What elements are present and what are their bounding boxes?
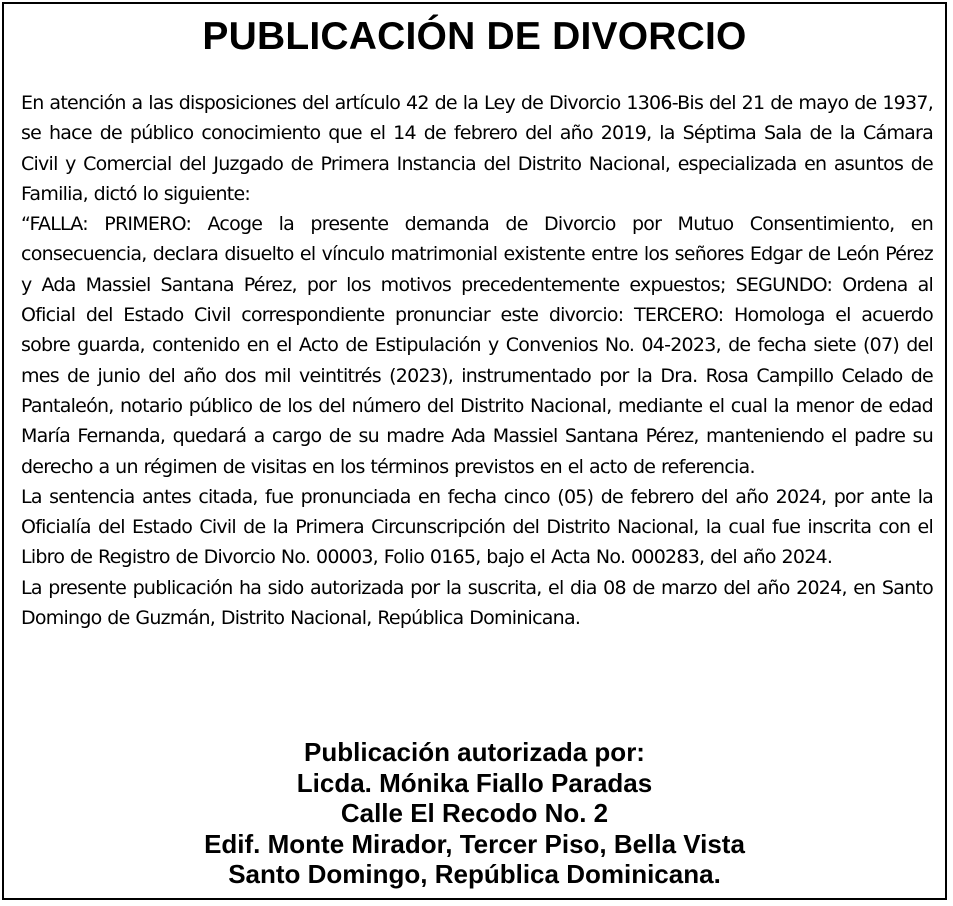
- divorce-notice: [2, 2, 947, 900]
- notice-title: PUBLICACIÓN DE DIVORCIO: [202, 15, 747, 58]
- signatory-name: Licda. Mónika Fiallo Paradas: [296, 767, 653, 798]
- registration-paragraph: La sentencia antes citada, fue pronunciada en fecha cinco (05) de febrero del año 2024, por ante la Oficialía del Estado Civil de la Primera Circunscripción del Distrito Nacional, la cual fue inscrita con el Libro de Registro de Divorcio No. 00003, Folio 0165, bajo el Acta No. 000283, del año 2024.: [21, 485, 933, 569]
- signature-block: [4, 737, 945, 890]
- notice-body: [21, 88, 933, 633]
- signatory-building: Edif. Monte Mirador, Tercer Piso, Bella Vista: [204, 828, 745, 859]
- intro-paragraph: En atención a las disposiciones del artículo 42 de la Ley de Divorcio 1306-Bis del 21 de mayo de 1937, se hace de público conocimiento que el 14 de febrero del año 2019, la Séptima Sala de la Cámara Civil y Comercial del Juzgado de Primera Instancia del Distrito Nacional, especializada en asuntos de Familia, dictó lo siguiente:: [21, 92, 933, 205]
- authorization-paragraph: La presente publicación ha sido autorizada por la suscrita, el dia 08 de marzo del año 2024, en Santo Domingo de Guzmán, Distrito Nacional, República Dominicana.: [21, 576, 933, 630]
- signatory-street: Calle El Recodo No. 2: [340, 798, 609, 828]
- signature-heading: Publicación autorizada por:: [304, 737, 645, 767]
- ruling-paragraph: “FALLA: PRIMERO: Acoge la presente demanda de Divorcio por Mutuo Consentimiento, en consecuencia, declara disuelto el vínculo matrimonial existente entre los señores Edgar de León Pérez y Ada Massiel Santana Pérez, por los motivos precedentemente expuestos; SEGUNDO: Ordena al Oficial del Estado Civil correspondiente pronunciar este divorcio: TERCERO: Homologa el acuerdo sobre guarda, contenido en el Acto de Estipulación y Convenios No. 04-2023, de fecha siete (07) del mes de junio del año dos mil veintitrés (2023), instrumentado por la Dra. Rosa Campillo Celado de Pantaleón, notario público de los del número del Distrito Nacional, mediante el cual la menor de edad María Fernanda, quedará a cargo de su madre Ada Massiel Santana Pérez, manteniendo el padre su derecho a un régimen de visitas en los términos previstos en el acto de referencia.: [21, 213, 933, 478]
- signatory-city: Santo Domingo, República Dominicana.: [228, 859, 721, 889]
